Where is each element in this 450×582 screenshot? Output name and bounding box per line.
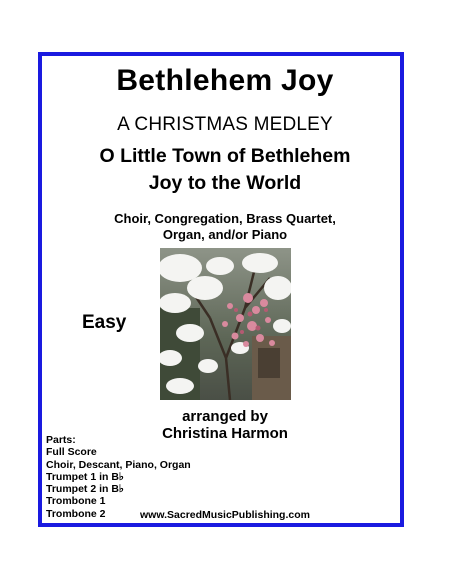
song-title-1: O Little Town of Bethlehem <box>99 145 351 167</box>
arranged-by-label: arranged by <box>182 408 268 425</box>
part-item: Trombone 2 <box>46 507 106 520</box>
subtitle: A CHRISTMAS MEDLEY <box>117 114 333 135</box>
difficulty-label: Easy <box>82 312 127 333</box>
instrumentation-line-1: Choir, Congregation, Brass Quartet, <box>114 211 336 226</box>
snowy-blossom-tree-photo <box>160 248 291 400</box>
part-item: Trumpet 2 in B♭ <box>46 483 124 496</box>
parts-list <box>46 434 191 520</box>
part-item: Full Score <box>46 446 97 459</box>
part-item: Choir, Descant, Piano, Organ <box>46 458 191 471</box>
page-title: Bethlehem Joy <box>116 64 334 97</box>
arranger-name: Christina Harmon <box>162 425 288 442</box>
song-title-2: Joy to the World <box>148 172 302 194</box>
parts-heading: Parts: <box>46 434 76 446</box>
part-item: Trombone 1 <box>46 495 106 508</box>
part-item: Trumpet 1 in B♭ <box>46 470 124 483</box>
publisher-website: www.SacredMusicPublishing.com <box>140 509 310 521</box>
instrumentation-line-2: Organ, and/or Piano <box>162 227 288 242</box>
